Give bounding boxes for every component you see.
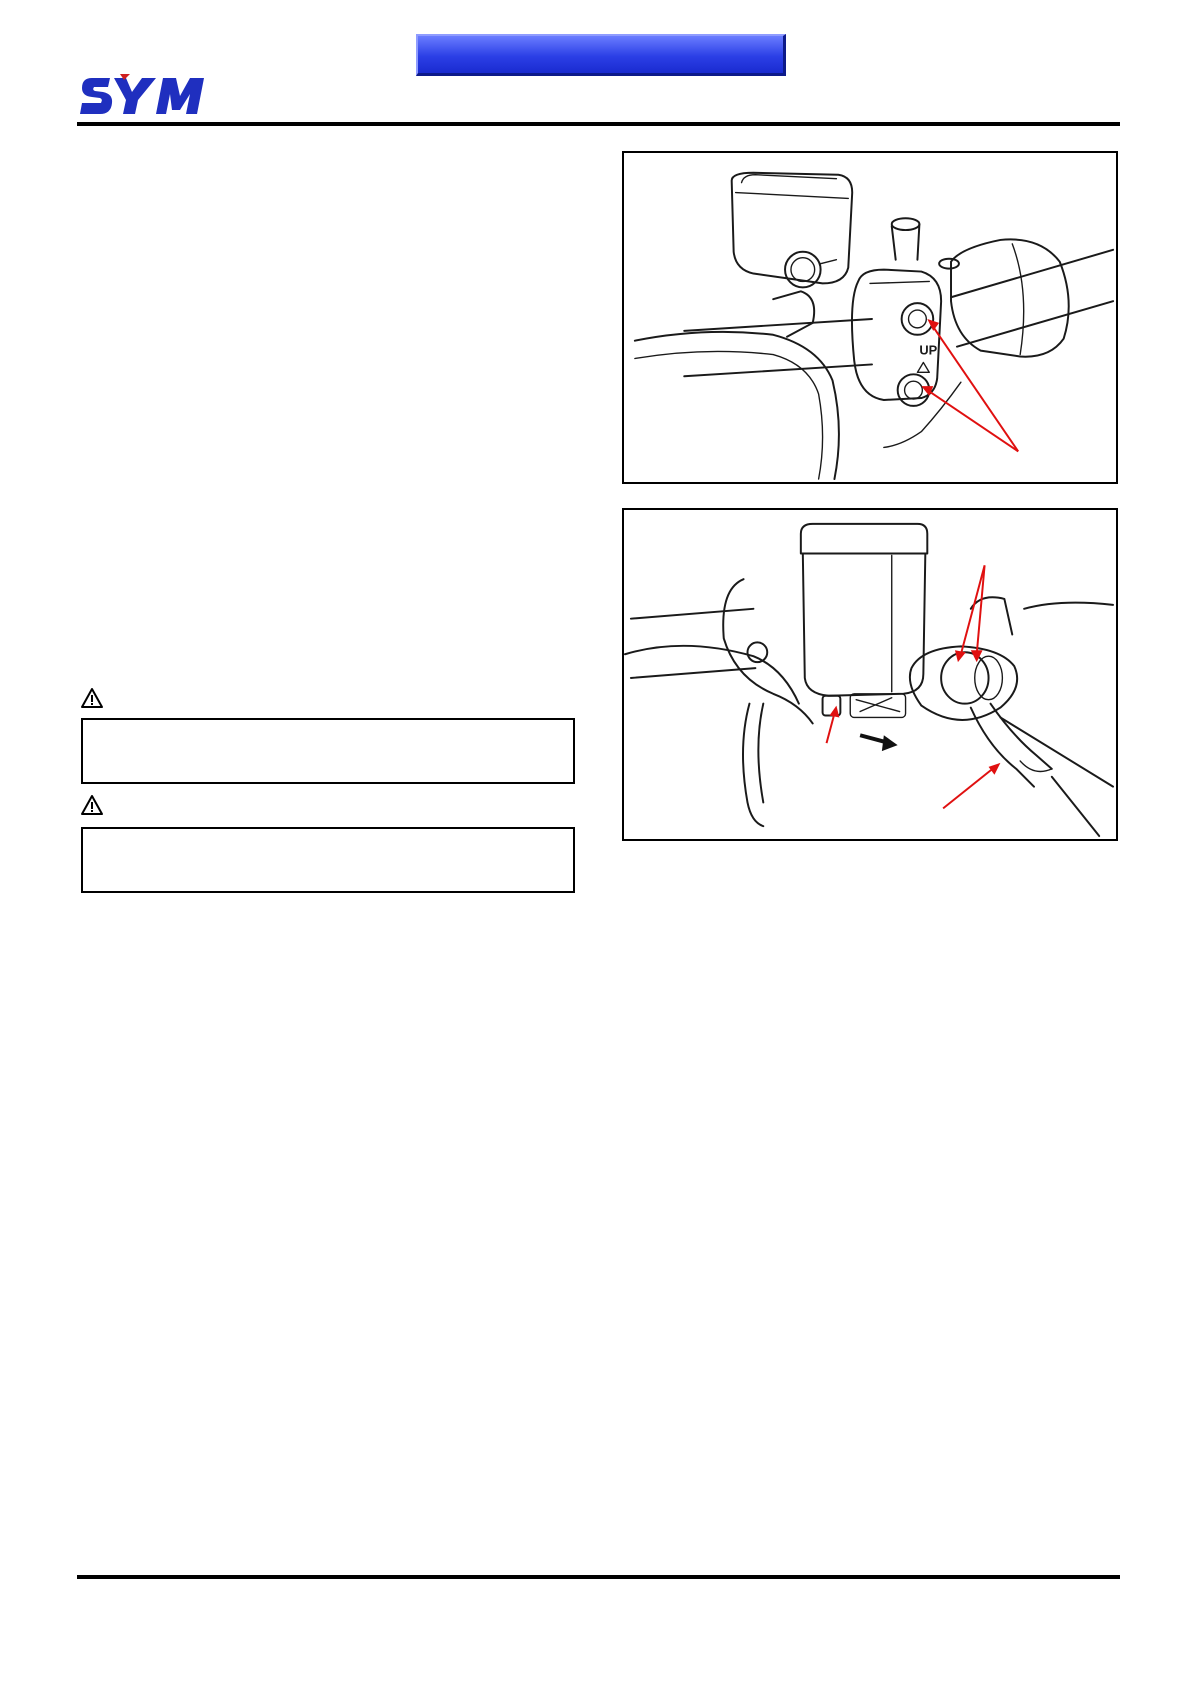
warning-triangle-icon (80, 794, 104, 816)
brake-switch-illustration (624, 510, 1116, 839)
figure-brake-switch-removal (622, 508, 1118, 841)
chapter-title-bar (416, 34, 786, 76)
up-mark: UP (919, 342, 938, 358)
caution-box (81, 827, 575, 893)
figure-master-cylinder-holder (622, 151, 1118, 484)
header-rule (77, 122, 1120, 126)
caution-box (81, 718, 575, 784)
master-cylinder-illustration (624, 153, 1116, 482)
warning-triangle-icon (80, 687, 104, 709)
footer-rule (77, 1575, 1120, 1579)
sym-logo (80, 72, 212, 122)
